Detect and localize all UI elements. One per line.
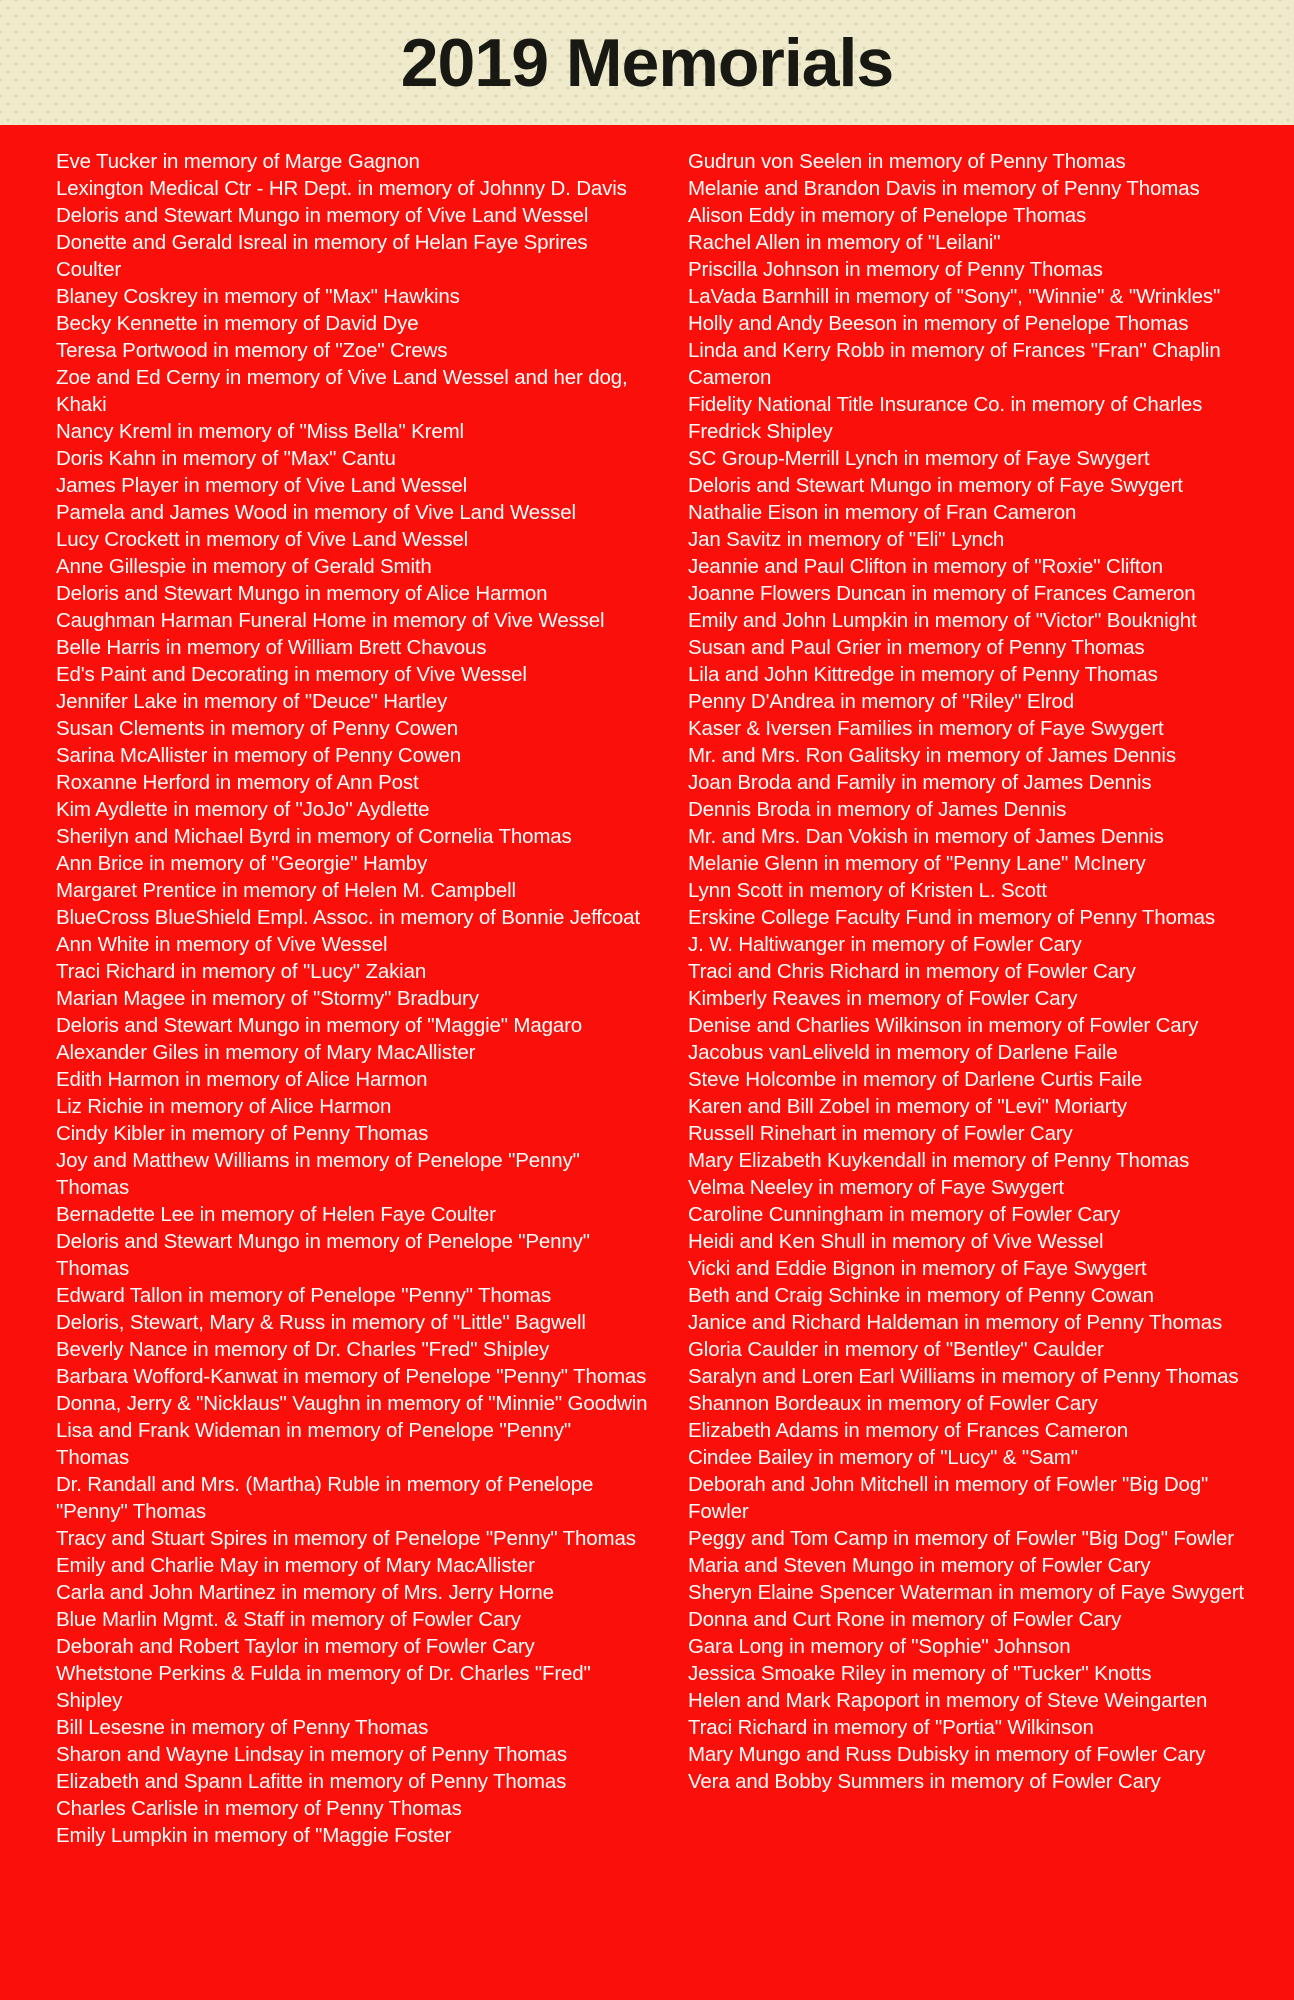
memorial-entry: Donna and Curt Rone in memory of Fowler Cary: [688, 1608, 1122, 1631]
memorial-entry: Melanie and Brandon Davis in memory of Penny Thomas: [688, 177, 1200, 200]
memorial-entry: Beverly Nance in memory of Dr. Charles "Fred" Shipley: [56, 1338, 550, 1361]
memorial-entry: Susan Clements in memory of Penny Cowen: [56, 717, 459, 740]
memorial-entry: Blaney Coskrey in memory of "Max" Hawkins: [56, 285, 460, 308]
memorials-list: [0, 125, 1294, 1849]
memorial-entry: Joanne Flowers Duncan in memory of Frances Cameron: [688, 582, 1196, 605]
memorial-entry: Dr. Randall and Mrs. (Martha) Ruble in memory of Penelope "Penny" Thomas: [56, 1473, 594, 1523]
memorial-entry: Beth and Craig Schinke in memory of Penny Cowan: [688, 1284, 1154, 1307]
memorial-entry: Edward Tallon in memory of Penelope "Penny" Thomas: [56, 1284, 552, 1307]
memorials-column-left: [56, 148, 648, 1849]
memorial-entry: Alexander Giles in memory of Mary MacAllister: [56, 1041, 476, 1064]
memorial-entry: Melanie Glenn in memory of "Penny Lane" McInery: [688, 852, 1146, 875]
page-title: 2019 Memorials: [400, 24, 894, 101]
memorial-entry: Kim Aydlette in memory of "JoJo" Aydlette: [56, 798, 430, 821]
memorial-entry: Deborah and John Mitchell in memory of Fowler "Big Dog" Fowler: [688, 1473, 1209, 1523]
memorial-entry: Jennifer Lake in memory of "Deuce" Hartley: [56, 690, 448, 713]
memorial-entry: Deborah and Robert Taylor in memory of Fowler Cary: [56, 1635, 535, 1658]
memorial-entry: Jacobus vanLeliveld in memory of Darlene Faile: [688, 1041, 1118, 1064]
memorial-entry: Emily and John Lumpkin in memory of "Victor" Bouknight: [688, 609, 1197, 632]
memorial-entry: Ed's Paint and Decorating in memory of Vive Wessel: [56, 663, 527, 686]
memorial-entry: Maria and Steven Mungo in memory of Fowler Cary: [688, 1554, 1151, 1577]
memorial-entry: Denise and Charlies Wilkinson in memory of Fowler Cary: [688, 1014, 1199, 1037]
memorial-entry: Lisa and Frank Wideman in memory of Penelope "Penny" Thomas: [56, 1419, 571, 1469]
memorial-entry: Jeannie and Paul Clifton in memory of "Roxie" Clifton: [688, 555, 1163, 578]
memorial-entry: Saralyn and Loren Earl Williams in memory of Penny Thomas: [688, 1365, 1239, 1388]
memorial-entry: Traci Richard in memory of "Lucy" Zakian: [56, 960, 427, 983]
memorial-entry: Caughman Harman Funeral Home in memory of Vive Wessel: [56, 609, 605, 632]
memorial-entry: Elizabeth Adams in memory of Frances Cameron: [688, 1419, 1129, 1442]
memorial-entry: Peggy and Tom Camp in memory of Fowler "Big Dog" Fowler: [688, 1527, 1234, 1550]
memorial-entry: Janice and Richard Haldeman in memory of Penny Thomas: [688, 1311, 1223, 1334]
memorial-entry: Blue Marlin Mgmt. & Staff in memory of Fowler Cary: [56, 1608, 521, 1631]
memorial-entry: Tracy and Stuart Spires in memory of Penelope "Penny" Thomas: [56, 1527, 636, 1550]
memorial-entry: Lynn Scott in memory of Kristen L. Scott: [688, 879, 1047, 902]
memorial-entry: Eve Tucker in memory of Marge Gagnon: [56, 150, 420, 173]
memorial-entry: Edith Harmon in memory of Alice Harmon: [56, 1068, 428, 1091]
memorial-entry: Margaret Prentice in memory of Helen M. Campbell: [56, 879, 516, 902]
memorial-entry: Mr. and Mrs. Dan Vokish in memory of James Dennis: [688, 825, 1164, 848]
memorial-entry: Emily and Charlie May in memory of Mary MacAllister: [56, 1554, 535, 1577]
memorial-entry: Zoe and Ed Cerny in memory of Vive Land Wessel and her dog, Khaki: [56, 366, 628, 416]
memorial-entry: Sherilyn and Michael Byrd in memory of Cornelia Thomas: [56, 825, 572, 848]
memorial-entry: Donette and Gerald Isreal in memory of Helan Faye Sprires Coulter: [56, 231, 588, 281]
memorial-entry: Caroline Cunningham in memory of Fowler Cary: [688, 1203, 1121, 1226]
memorial-entry: Mary Elizabeth Kuykendall in memory of Penny Thomas: [688, 1149, 1190, 1172]
memorial-entry: Mr. and Mrs. Ron Galitsky in memory of James Dennis: [688, 744, 1176, 767]
memorial-entry: Dennis Broda in memory of James Dennis: [688, 798, 1067, 821]
memorial-entry: Whetstone Perkins & Fulda in memory of Dr. Charles "Fred" Shipley: [56, 1662, 591, 1712]
memorial-entry: Anne Gillespie in memory of Gerald Smith: [56, 555, 432, 578]
memorial-entry: Barbara Wofford-Kanwat in memory of Penelope "Penny" Thomas: [56, 1365, 647, 1388]
memorial-entry: BlueCross BlueShield Empl. Assoc. in memory of Bonnie Jeffcoat: [56, 906, 640, 929]
memorial-entry: Belle Harris in memory of William Brett Chavous: [56, 636, 487, 659]
memorial-entry: Donna, Jerry & "Nicklaus" Vaughn in memory of "Minnie" Goodwin: [56, 1392, 648, 1415]
memorial-entry: Rachel Allen in memory of "Leilani": [688, 231, 1001, 254]
memorial-entry: Teresa Portwood in memory of "Zoe" Crews: [56, 339, 448, 362]
memorial-entry: Heidi and Ken Shull in memory of Vive Wessel: [688, 1230, 1104, 1253]
memorial-entry: Alison Eddy in memory of Penelope Thomas: [688, 204, 1087, 227]
memorial-entry: Priscilla Johnson in memory of Penny Thomas: [688, 258, 1103, 281]
memorial-entry: Kimberly Reaves in memory of Fowler Cary: [688, 987, 1078, 1010]
memorial-entry: Russell Rinehart in memory of Fowler Cary: [688, 1122, 1073, 1145]
memorial-entry: LaVada Barnhill in memory of "Sony", "Winnie" & "Wrinkles": [688, 285, 1221, 308]
memorial-entry: Gudrun von Seelen in memory of Penny Thomas: [688, 150, 1126, 173]
memorial-entry: Karen and Bill Zobel in memory of "Levi" Moriarty: [688, 1095, 1128, 1118]
memorial-entry: Lexington Medical Ctr - HR Dept. in memory of Johnny D. Davis: [56, 177, 627, 200]
memorial-entry: Shannon Bordeaux in memory of Fowler Cary: [688, 1392, 1098, 1415]
memorial-entry: Deloris and Stewart Mungo in memory of Vive Land Wessel: [56, 204, 589, 227]
memorial-entry: Mary Mungo and Russ Dubisky in memory of Fowler Cary: [688, 1743, 1206, 1766]
memorial-entry: Gara Long in memory of "Sophie" Johnson: [688, 1635, 1071, 1658]
memorial-entry: Bernadette Lee in memory of Helen Faye Coulter: [56, 1203, 496, 1226]
memorial-entry: Ann Brice in memory of "Georgie" Hamby: [56, 852, 428, 875]
memorial-entry: Lucy Crockett in memory of Vive Land Wessel: [56, 528, 469, 551]
memorial-entry: Joan Broda and Family in memory of James Dennis: [688, 771, 1152, 794]
memorial-entry: Carla and John Martinez in memory of Mrs. Jerry Horne: [56, 1581, 554, 1604]
memorial-entry: Erskine College Faculty Fund in memory of Penny Thomas: [688, 906, 1216, 929]
memorial-entry: Deloris and Stewart Mungo in memory of Penelope "Penny" Thomas: [56, 1230, 590, 1280]
memorial-entry: Kaser & Iversen Families in memory of Faye Swygert: [688, 717, 1164, 740]
memorial-entry: Vicki and Eddie Bignon in memory of Faye Swygert: [688, 1257, 1147, 1280]
memorial-entry: Fidelity National Title Insurance Co. in memory of Charles Fredrick Shipley: [688, 393, 1203, 443]
memorial-entry: SC Group-Merrill Lynch in memory of Faye Swygert: [688, 447, 1150, 470]
memorial-entry: Sarina McAllister in memory of Penny Cowen: [56, 744, 461, 767]
memorial-entry: J. W. Haltiwanger in memory of Fowler Cary: [688, 933, 1082, 956]
memorial-entry: Traci Richard in memory of "Portia" Wilkinson: [688, 1716, 1094, 1739]
memorial-entry: Penny D'Andrea in memory of "Riley" Elrod: [688, 690, 1075, 713]
memorial-entry: Linda and Kerry Robb in memory of Frances "Fran" Chaplin Cameron: [688, 339, 1221, 389]
memorial-entry: Emily Lumpkin in memory of "Maggie Foster: [56, 1824, 452, 1847]
memorial-entry: Sheryn Elaine Spencer Waterman in memory of Faye Swygert: [688, 1581, 1244, 1604]
memorial-entry: Liz Richie in memory of Alice Harmon: [56, 1095, 392, 1118]
memorial-entry: Helen and Mark Rapoport in memory of Steve Weingarten: [688, 1689, 1208, 1712]
memorials-column-right: [688, 148, 1246, 1849]
memorial-entry: Charles Carlisle in memory of Penny Thomas: [56, 1797, 462, 1820]
memorial-entry: Jan Savitz in memory of "Eli" Lynch: [688, 528, 1005, 551]
memorial-entry: Susan and Paul Grier in memory of Penny Thomas: [688, 636, 1145, 659]
memorial-entry: Deloris and Stewart Mungo in memory of "Maggie" Magaro: [56, 1014, 583, 1037]
memorial-entry: Deloris, Stewart, Mary & Russ in memory of "Little" Bagwell: [56, 1311, 586, 1334]
memorial-entry: Nathalie Eison in memory of Fran Cameron: [688, 501, 1077, 524]
memorial-entry: Gloria Caulder in memory of "Bentley" Caulder: [688, 1338, 1104, 1361]
memorial-entry: Joy and Matthew Williams in memory of Penelope "Penny" Thomas: [56, 1149, 580, 1199]
memorial-entry: James Player in memory of Vive Land Wessel: [56, 474, 468, 497]
memorial-entry: Deloris and Stewart Mungo in memory of Alice Harmon: [56, 582, 548, 605]
memorial-entry: Traci and Chris Richard in memory of Fowler Cary: [688, 960, 1136, 983]
memorial-entry: Jessica Smoake Riley in memory of "Tucker" Knotts: [688, 1662, 1152, 1685]
memorial-entry: Cindee Bailey in memory of "Lucy" & "Sam": [688, 1446, 1078, 1469]
memorial-entry: Bill Lesesne in memory of Penny Thomas: [56, 1716, 429, 1739]
memorial-entry: Sharon and Wayne Lindsay in memory of Penny Thomas: [56, 1743, 567, 1766]
memorial-entry: Deloris and Stewart Mungo in memory of Faye Swygert: [688, 474, 1183, 497]
memorial-entry: Roxanne Herford in memory of Ann Post: [56, 771, 419, 794]
memorial-entry: Velma Neeley in memory of Faye Swygert: [688, 1176, 1064, 1199]
memorial-entry: Doris Kahn in memory of "Max" Cantu: [56, 447, 396, 470]
memorial-entry: Elizabeth and Spann Lafitte in memory of Penny Thomas: [56, 1770, 567, 1793]
memorial-entry: Vera and Bobby Summers in memory of Fowler Cary: [688, 1770, 1161, 1793]
memorial-entry: Holly and Andy Beeson in memory of Penelope Thomas: [688, 312, 1189, 335]
memorial-entry: Cindy Kibler in memory of Penny Thomas: [56, 1122, 429, 1145]
memorial-entry: Nancy Kreml in memory of "Miss Bella" Kreml: [56, 420, 464, 443]
memorial-entry: Marian Magee in memory of "Stormy" Bradbury: [56, 987, 479, 1010]
memorial-entry: Lila and John Kittredge in memory of Penny Thomas: [688, 663, 1158, 686]
memorial-entry: Steve Holcombe in memory of Darlene Curtis Faile: [688, 1068, 1143, 1091]
page-header: [0, 0, 1294, 125]
memorial-entry: Pamela and James Wood in memory of Vive Land Wessel: [56, 501, 576, 524]
memorial-entry: Ann White in memory of Vive Wessel: [56, 933, 388, 956]
memorial-entry: Becky Kennette in memory of David Dye: [56, 312, 419, 335]
